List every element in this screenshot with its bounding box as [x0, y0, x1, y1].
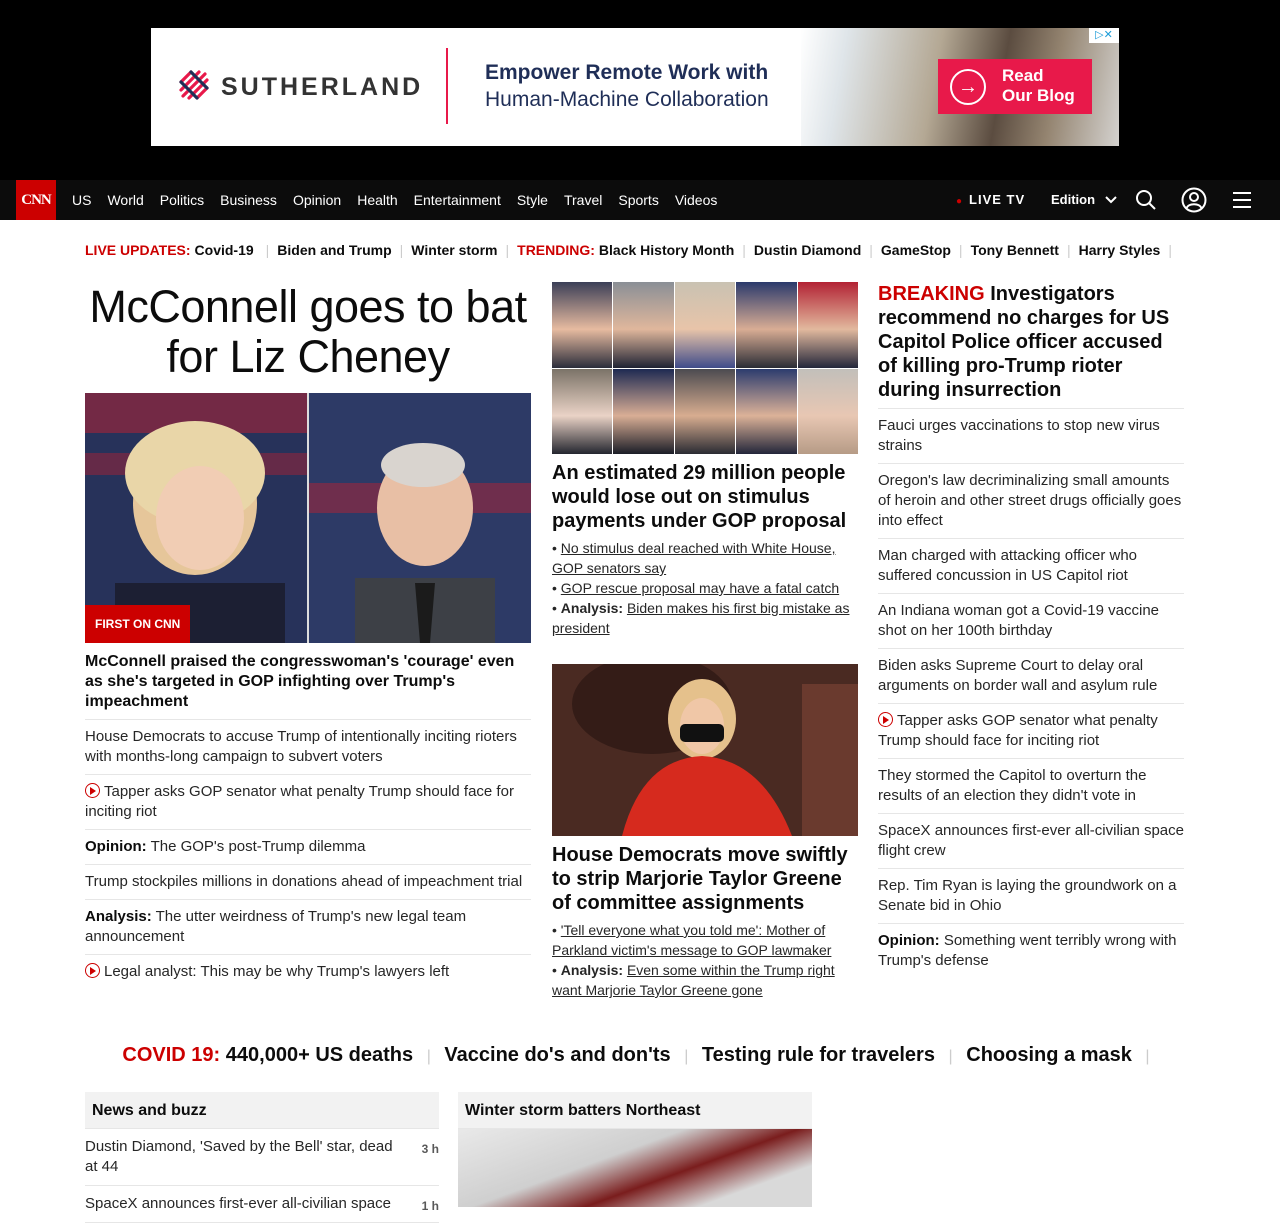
- greene-headline[interactable]: House Democrats move swiftly to strip Marjorie Taylor Greene of committee assignments: [552, 844, 848, 914]
- covid-link-deaths[interactable]: 440,000+ US deaths: [225, 1044, 414, 1066]
- nav-link-sports[interactable]: Sports: [618, 192, 659, 208]
- nav-link-opinion[interactable]: Opinion: [292, 192, 342, 208]
- winter-storm-box: [458, 1092, 812, 1207]
- greene-image[interactable]: [552, 664, 858, 836]
- news-and-buzz-title: News and buzz: [85, 1092, 439, 1129]
- bullet-item[interactable]: • 'Tell everyone what you told me': Mother of Parkland victim's message to GOP lawmaker: [552, 922, 832, 958]
- lead-column: [85, 282, 531, 989]
- nav-links: [64, 180, 725, 220]
- separator: |: [1066, 242, 1071, 258]
- separator: |: [1145, 1048, 1150, 1065]
- breaking-label: BREAKING: [878, 283, 985, 305]
- breaking-headline[interactable]: [878, 282, 1184, 409]
- right-column: [878, 282, 1184, 978]
- bullet-item[interactable]: • Analysis: Even some within the Trump right want Marjorie Taylor Greene gone: [552, 962, 835, 998]
- bullet-item[interactable]: • No stimulus deal reached with White House, GOP senators say: [552, 540, 836, 576]
- bullet-item[interactable]: • GOP rescue proposal may have a fatal catch: [552, 580, 840, 596]
- lead-image[interactable]: [85, 393, 531, 643]
- separator: |: [948, 1048, 953, 1065]
- ad-brand: SUTHERLAND: [221, 73, 424, 101]
- item-text: House Democrats to accuse Trump of intentionally inciting rioters with months-long campaign to subvert voters: [85, 728, 517, 765]
- ad-headline-2: Human-Machine Collaboration: [485, 88, 769, 111]
- right-story-list: [878, 409, 1184, 978]
- list-item[interactable]: [85, 775, 531, 830]
- item-text: Man charged with attacking officer who suffered concussion in US Capitol riot: [878, 547, 1138, 584]
- menu-icon[interactable]: [1230, 188, 1254, 212]
- bullet-item[interactable]: • Analysis: Biden makes his first big mistake as president: [552, 600, 850, 636]
- search-icon[interactable]: [1134, 188, 1158, 212]
- stimulus-bullets: [552, 538, 858, 638]
- play-video-icon: [85, 783, 100, 798]
- covid-link-testing[interactable]: Testing rule for travelers: [701, 1044, 935, 1066]
- item-text: An Indiana woman got a Covid-19 vaccine shot on her 100th birthday: [878, 602, 1160, 639]
- bullet-text: GOP rescue proposal may have a fatal catch: [560, 580, 840, 596]
- trending-bar: [85, 240, 1180, 260]
- item-prefix: Opinion:: [85, 838, 147, 855]
- chevron-down-icon: [1105, 195, 1117, 205]
- buzz-time: 3 h: [421, 1142, 439, 1156]
- middle-column: [552, 282, 858, 1000]
- lead-subheadline[interactable]: McConnell praised the congresswoman's 'courage' even as she's targeted in GOP infighting over Trump's impeachment: [85, 652, 531, 720]
- bullet-text: Even some within the Trump right want Marjorie Taylor Greene gone: [552, 962, 835, 998]
- trending-link-harry-styles[interactable]: Harry Styles: [1078, 242, 1161, 258]
- trending-link-covid[interactable]: Covid-19: [194, 242, 254, 258]
- item-text: Something went terribly wrong with Trump's defense: [878, 932, 1177, 969]
- nav-link-politics[interactable]: Politics: [159, 192, 205, 208]
- news-and-buzz-box: [85, 1092, 439, 1223]
- item-text: Tapper asks GOP senator what penalty Trump should face for inciting riot: [878, 712, 1158, 749]
- cnn-logo[interactable]: CNN: [16, 180, 56, 220]
- covid-label: COVID 19:: [122, 1044, 221, 1066]
- separator: |: [505, 242, 510, 258]
- lead-story-list: [85, 720, 531, 989]
- list-item[interactable]: [85, 955, 531, 989]
- bullet-prefix: Analysis:: [560, 600, 624, 616]
- senators-grid-image[interactable]: [552, 282, 858, 454]
- nav-link-health[interactable]: Health: [357, 192, 398, 208]
- ad-zone: [0, 0, 1280, 180]
- list-item[interactable]: [85, 865, 531, 900]
- list-item[interactable]: [878, 594, 1184, 649]
- buzz-item[interactable]: [85, 1129, 439, 1186]
- trending-link-black-history[interactable]: Black History Month: [598, 242, 735, 258]
- covid-link-vaccine[interactable]: Vaccine do's and don'ts: [444, 1044, 671, 1066]
- sutherland-ad-banner[interactable]: [151, 28, 1119, 146]
- nav-link-us[interactable]: US: [72, 192, 92, 208]
- item-text: They stormed the Capitol to overturn the results of an election they didn't vote in: [878, 767, 1147, 804]
- first-on-cnn-badge: FIRST ON CNN: [85, 605, 190, 643]
- list-item[interactable]: [878, 539, 1184, 594]
- trending-link-winter-storm[interactable]: Winter storm: [411, 242, 498, 258]
- trending-link-biden-trump[interactable]: Biden and Trump: [277, 242, 392, 258]
- lead-headline[interactable]: McConnell goes to bat for Liz Cheney: [89, 281, 527, 382]
- live-dot-icon: ●: [956, 196, 964, 207]
- separator: |: [684, 1048, 689, 1065]
- separator: |: [869, 242, 873, 258]
- separator: |: [265, 242, 270, 258]
- buzz-text: SpaceX announces first-ever all-civilian space: [85, 1195, 391, 1212]
- winter-storm-image[interactable]: [458, 1129, 812, 1207]
- list-item[interactable]: [878, 704, 1184, 759]
- item-text: The utter weirdness of Trump's new legal team announcement: [85, 908, 467, 945]
- trending-link-dustin-diamond[interactable]: Dustin Diamond: [753, 242, 862, 258]
- account-icon[interactable]: [1181, 187, 1207, 213]
- list-item[interactable]: [878, 649, 1184, 704]
- list-item[interactable]: [878, 814, 1184, 869]
- nav-link-world[interactable]: World: [107, 192, 144, 208]
- live-tv-link[interactable]: [956, 180, 1025, 222]
- list-item[interactable]: [878, 759, 1184, 814]
- arrow-right-circle-icon: →: [950, 69, 986, 105]
- separator: |: [958, 242, 963, 258]
- item-text: Trump stockpiles millions in donations ahead of impeachment trial: [85, 873, 523, 890]
- greene-photo: [552, 664, 858, 836]
- live-tv-label: LIVE TV: [969, 192, 1026, 207]
- item-text: Fauci urges vaccinations to stop new virus strains: [878, 417, 1160, 454]
- covid-link-mask[interactable]: Choosing a mask: [966, 1044, 1132, 1066]
- list-item[interactable]: [85, 720, 531, 775]
- nav-link-style[interactable]: Style: [516, 192, 548, 208]
- live-updates-label: LIVE UPDATES:: [85, 242, 191, 258]
- item-text: Biden asks Supreme Court to delay oral arguments on border wall and asylum rule: [878, 657, 1158, 694]
- item-text: Rep. Tim Ryan is laying the groundwork on a Senate bid in Ohio: [878, 877, 1177, 914]
- greene-bullets: [552, 920, 858, 1000]
- item-prefix: Opinion:: [878, 932, 940, 949]
- winter-storm-title[interactable]: Winter storm batters Northeast: [458, 1092, 812, 1129]
- edition-dropdown[interactable]: [1051, 180, 1117, 220]
- nav-link-entertainment[interactable]: Entertainment: [413, 192, 501, 208]
- item-text: The GOP's post-Trump dilemma: [150, 838, 366, 855]
- sutherland-logo-icon: [177, 68, 211, 104]
- item-text: Oregon's law decriminalizing small amounts of heroin and other street drugs officially goes into effect: [878, 472, 1182, 529]
- stimulus-headline[interactable]: An estimated 29 million people would lose out on stimulus payments under GOP proposal: [552, 462, 847, 532]
- ad-read-blog-button[interactable]: [938, 59, 1092, 114]
- adchoices-icon[interactable]: ▷✕: [1089, 28, 1119, 43]
- trending-link-tony-bennett[interactable]: Tony Bennett: [970, 242, 1059, 258]
- list-item[interactable]: [85, 830, 531, 865]
- list-item[interactable]: [878, 869, 1184, 924]
- bullet-text: 'Tell everyone what you told me': Mother of Parkland victim's message to GOP lawmaker: [552, 922, 832, 958]
- trending-link-gamestop[interactable]: GameStop: [880, 242, 951, 258]
- separator: |: [1168, 242, 1172, 258]
- trending-label: TRENDING:: [517, 242, 595, 258]
- play-video-icon: [878, 712, 893, 727]
- edition-label: Edition: [1051, 192, 1096, 207]
- list-item[interactable]: [878, 409, 1184, 464]
- bullet-text: Biden makes his first big mistake as president: [552, 600, 850, 636]
- item-text: Tapper asks GOP senator what penalty Trump should face for inciting riot: [85, 783, 514, 820]
- item-text: SpaceX announces first-ever all-civilian space flight crew: [878, 822, 1184, 859]
- bullet-prefix: Analysis:: [560, 962, 624, 978]
- list-item[interactable]: [878, 924, 1184, 978]
- ad-cta-line2: Our Blog: [1002, 86, 1075, 105]
- separator: |: [399, 242, 404, 258]
- buzz-time: 1 h: [421, 1199, 439, 1213]
- ad-divider: [446, 48, 448, 124]
- nav-link-travel[interactable]: Travel: [563, 192, 603, 208]
- item-prefix: Analysis:: [85, 908, 152, 925]
- item-text: Legal analyst: This may be why Trump's lawyers left: [104, 963, 450, 980]
- ad-headline-1: Empower Remote Work with: [485, 61, 769, 84]
- nav-link-videos[interactable]: Videos: [674, 192, 718, 208]
- breaking-text: Investigators recommend no charges for US Capitol Police officer accused of killing pro-Trump rioter during insurrection: [878, 283, 1170, 401]
- ad-cta-line1: Read: [1002, 66, 1044, 85]
- buzz-item[interactable]: [85, 1186, 439, 1223]
- separator: |: [742, 242, 746, 258]
- list-item[interactable]: [85, 900, 531, 955]
- separator: |: [426, 1048, 431, 1065]
- nav-link-business[interactable]: Business: [220, 192, 277, 208]
- top-nav: [0, 180, 1280, 220]
- buzz-text: Dustin Diamond, 'Saved by the Bell' star, dead at 44: [85, 1138, 393, 1175]
- list-item[interactable]: [878, 464, 1184, 539]
- play-video-icon: [85, 963, 100, 978]
- bullet-text: No stimulus deal reached with White House, GOP senators say: [552, 540, 836, 576]
- covid-bar: [0, 1044, 1280, 1067]
